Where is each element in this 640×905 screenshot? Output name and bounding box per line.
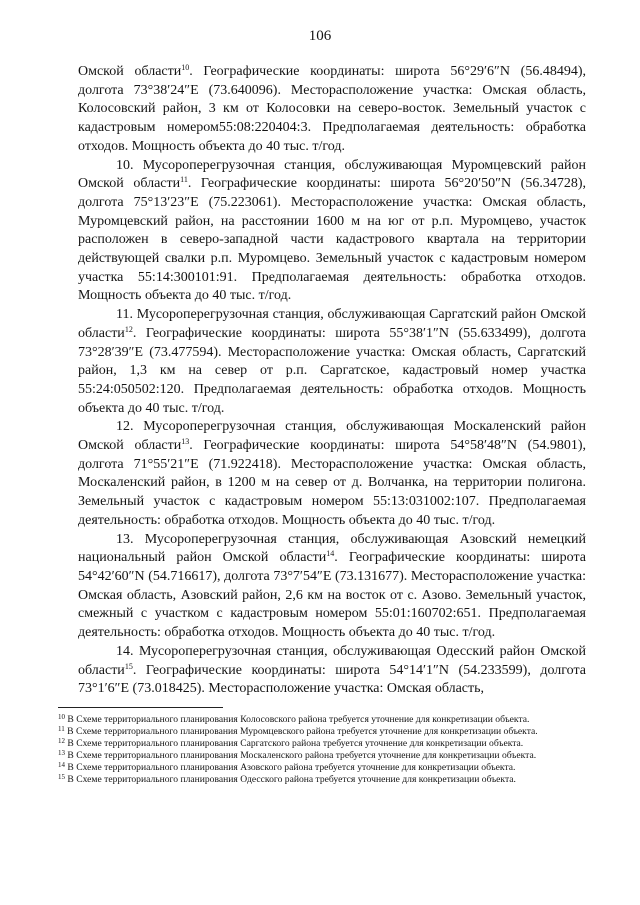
footnote-number: 13 [58, 749, 65, 758]
footnote-number: 11 [58, 725, 65, 734]
footnote-number: 15 [58, 773, 65, 782]
paragraph-text: . Географические координаты: широта 54°58′48″N (54.9801), долгота 71°55′21″E (71.922418). Месторасположение участка: Омская область, Москаленский район, в 1200 м на север от д. Волчанка, на территории полигона. Земельный участок с кадастровым номером 55:13:031002:107. Предполагаемая деятельность: обработка отходов. Мощность объекта до 40 тыс. т/год. [78, 438, 586, 528]
footnote-ref[interactable]: 10 [181, 63, 190, 72]
paragraph-text: Омской области [78, 64, 182, 79]
footnote [58, 714, 590, 726]
footnote-number: 12 [58, 737, 65, 746]
footnote-text: В Схеме территориального планирования Муромцевского района требуется уточнение для конкретизации объекта. [64, 726, 538, 738]
footnote-text: В Схеме территориального планирования Азовского района требуется уточнение для конкретизации объекта. [65, 762, 516, 774]
footnote-ref[interactable]: 15 [124, 661, 133, 671]
footnote-text: В Схеме территориального планирования Саргатского района требуется уточнение для конкретизации объекта. [65, 738, 524, 750]
footnote-number: 14 [58, 761, 65, 770]
paragraph [78, 63, 586, 157]
footnote [58, 774, 590, 786]
paragraph-text: . Географические координаты: широта 56°29′6″N (56.48494), долгота 73°38′24″E (73.640096). Месторасположение участка: Омская область, Колосовский район, 3 км от Колосовки на северо-восток. Земельный участок с кадастровым номером55:08:220404:3. Предполагаемая деятельность: обработка отходов. Мощность объекта до 40 тыс. т/год. [78, 64, 586, 154]
body-text [78, 63, 586, 699]
footnote-text: В Схеме территориального планирования Одесского района требуется уточнение для конкретизации объекта. [65, 774, 516, 786]
footnote [58, 738, 590, 750]
footnote-text: В Схеме территориального планирования Москаленского района требуется уточнение для конкретизации объекта. [65, 750, 537, 762]
paragraph-text: 11. Мусороперегрузочная станция, обслуживающая Саргатский район Омской области [78, 307, 586, 341]
footnote [58, 750, 590, 762]
footnote-text: В Схеме территориального планирования Колосовского района требуется уточнение для конкретизации объекта. [65, 714, 530, 725]
page-number: 106 [308, 28, 332, 44]
paragraph [78, 418, 586, 530]
footnote [58, 726, 590, 738]
paragraph-text: . Географические координаты: широта 54°42′60″N (54.716617), долгота 73°7′54″E (73.131677). Месторасположение участка: Омская область, Азовский район, 2,6 км на восток от с. Азово. Земельный участок, смежный с участком с кадастровым номером 55:01:160702:651. Предполагаемая деятельность: обработка отходов. Мощность объекта до 40 тыс. т/год. [78, 550, 586, 641]
footnote-ref[interactable]: 11 [180, 175, 188, 185]
paragraph [78, 643, 586, 699]
footnote-number: 10 [58, 713, 65, 721]
paragraph-text: . Географические координаты: широта 54°14′1″N (54.233599), долгота 73°1′6″E (73.018425). Месторасположение участка: Омская область, [78, 662, 586, 697]
footnote-ref[interactable]: 12 [124, 324, 133, 334]
paragraph-text: 14. Мусороперегрузочная станция, обслуживающая Одесский район Омской области [78, 643, 586, 678]
footnote-ref[interactable]: 14 [326, 549, 335, 559]
paragraph [78, 531, 586, 643]
paragraph-text: 12. Мусороперегрузочная станция, обслуживающая Москаленский район Омской области [78, 419, 586, 454]
footnotes [58, 714, 590, 787]
footnote-separator [58, 707, 223, 708]
paragraph [78, 157, 586, 307]
paragraph-text: . Географические координаты: широта 55°38′1″N (55.633499), долгота 73°28′39″E (73.477594). Месторасположение участка: Омская область, Саргатский район, 1,3 км на север от р.п. Саргатское, кадастровый номер участка 55:24:050502:120. Предполагаемая деятельность: обработка отходов. Мощность объекта до 40 тыс. т/год. [78, 325, 586, 416]
paragraph-text: 10. Мусороперегрузочная станция, обслуживающая Муромцевский район Омской области [78, 157, 586, 192]
paragraph [78, 306, 586, 418]
paragraph-text: . Географические координаты: широта 56°20′50″N (56.34728), долгота 75°13′23″E (75.223061). Месторасположение участка: Омская область, Муромцевский район, на расстоянии 1600 м на юг от р.п. Муромцево, участок расположен в северо-западной части кадастрового квартала на территории действующей свалки р.п. Муромцево. Земельный участок с кадастровым номером участка 55:14:300101:91. Предполагаемая деятельность: обработка отходов. Мощность объекта до 40 тыс. т/год. [78, 176, 586, 304]
paragraph-text: 13. Мусороперегрузочная станция, обслуживающая Азовский немецкий национальный район Омской области [78, 531, 586, 566]
footnote [58, 762, 590, 774]
footnote-ref[interactable]: 13 [181, 437, 190, 447]
